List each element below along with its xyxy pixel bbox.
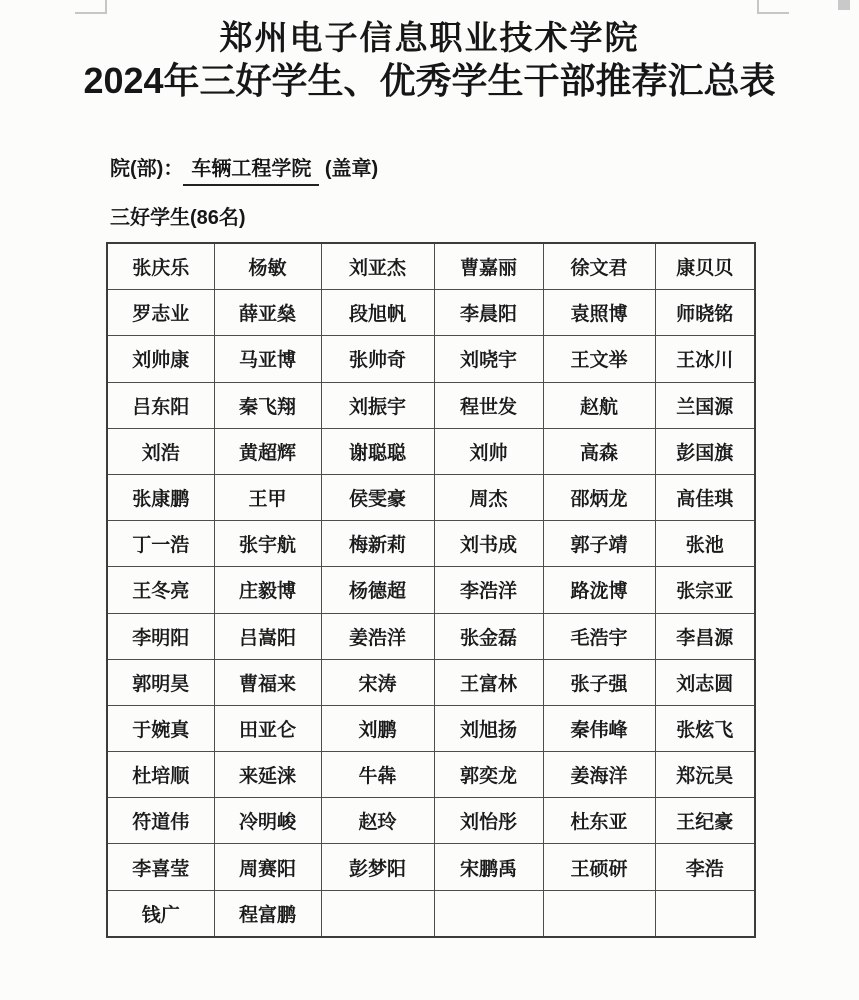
student-cell: 刘帅: [434, 428, 543, 474]
student-cell: 高森: [543, 428, 655, 474]
student-cell: 马亚博: [214, 336, 321, 382]
scan-artifact: [838, 0, 850, 10]
table-row: [107, 844, 755, 890]
student-cell: 杜培顺: [107, 752, 214, 798]
student-cell: 吕嵩阳: [214, 613, 321, 659]
student-cell: [434, 890, 543, 937]
student-cell: 王甲: [214, 474, 321, 520]
student-cell: 袁照博: [543, 290, 655, 336]
student-cell: 姜海洋: [543, 752, 655, 798]
student-cell: 赵玲: [321, 798, 434, 844]
student-cell: 钱广: [107, 890, 214, 937]
student-cell: 程世发: [434, 382, 543, 428]
student-cell: 张帅奇: [321, 336, 434, 382]
table-row: [107, 567, 755, 613]
section-heading: 三好学生(86名): [110, 207, 246, 229]
student-cell: 秦伟峰: [543, 705, 655, 751]
student-cell: 谢聪聪: [321, 428, 434, 474]
student-cell: 李浩: [655, 844, 755, 890]
student-cell: 王纪豪: [655, 798, 755, 844]
student-cell: 毛浩宇: [543, 613, 655, 659]
student-cell: 符道伟: [107, 798, 214, 844]
student-cell: 张宇航: [214, 521, 321, 567]
student-cell: 段旭帆: [321, 290, 434, 336]
student-cell: [655, 890, 755, 937]
table-row: [107, 705, 755, 751]
student-cell: 刘帅康: [107, 336, 214, 382]
student-cell: 张宗亚: [655, 567, 755, 613]
student-cell: 牛犇: [321, 752, 434, 798]
student-cell: 刘旭扬: [434, 705, 543, 751]
student-cell: 于婉真: [107, 705, 214, 751]
table-row: [107, 428, 755, 474]
student-cell: 刘振宇: [321, 382, 434, 428]
table-row: [107, 752, 755, 798]
student-cell: 王文举: [543, 336, 655, 382]
student-cell: 刘书成: [434, 521, 543, 567]
student-cell: 梅新莉: [321, 521, 434, 567]
table-row: [107, 243, 755, 290]
student-cell: 张庆乐: [107, 243, 214, 290]
student-cell: 黄超辉: [214, 428, 321, 474]
table-row: [107, 336, 755, 382]
table-row: [107, 659, 755, 705]
student-cell: 张炫飞: [655, 705, 755, 751]
student-cell: 彭国旗: [655, 428, 755, 474]
student-cell: 杨敏: [214, 243, 321, 290]
table-row: [107, 798, 755, 844]
student-cell: 侯雯豪: [321, 474, 434, 520]
student-cell: 李明阳: [107, 613, 214, 659]
student-cell: [321, 890, 434, 937]
student-cell: 康贝贝: [655, 243, 755, 290]
table-row: [107, 613, 755, 659]
page-corner-mark-left: [75, 0, 107, 14]
student-cell: 李浩洋: [434, 567, 543, 613]
student-cell: 王冬亮: [107, 567, 214, 613]
department-label: 院(部)：: [110, 158, 184, 180]
student-cell: 曹福来: [214, 659, 321, 705]
table-row: [107, 521, 755, 567]
student-cell: 郑沅昊: [655, 752, 755, 798]
student-cell: 李喜莹: [107, 844, 214, 890]
student-cell: 张池: [655, 521, 755, 567]
student-cell: 刘鹏: [321, 705, 434, 751]
student-cell: 秦飞翔: [214, 382, 321, 428]
student-cell: 张子强: [543, 659, 655, 705]
student-cell: 王冰川: [655, 336, 755, 382]
student-cell: 王硕研: [543, 844, 655, 890]
student-cell: 路泷博: [543, 567, 655, 613]
student-cell: 徐文君: [543, 243, 655, 290]
table-row: [107, 290, 755, 336]
student-cell: 宋涛: [321, 659, 434, 705]
department-name: 车辆工程学院: [183, 155, 319, 186]
student-cell: 郭子靖: [543, 521, 655, 567]
student-cell: 李昌源: [655, 613, 755, 659]
student-cell: 刘志圆: [655, 659, 755, 705]
student-cell: 杜东亚: [543, 798, 655, 844]
document-title-line1: 郑州电子信息职业技术学院: [219, 19, 640, 56]
student-cell: 庄毅博: [214, 567, 321, 613]
student-cell: 来延涞: [214, 752, 321, 798]
page-corner-mark-right: [757, 0, 789, 14]
student-cell: 程富鹏: [214, 890, 321, 937]
department-line: [110, 155, 378, 186]
student-cell: [543, 890, 655, 937]
students-table: [106, 242, 756, 938]
student-cell: 邵炳龙: [543, 474, 655, 520]
student-cell: 刘怡彤: [434, 798, 543, 844]
seal-note: (盖章): [324, 158, 379, 180]
student-cell: 丁一浩: [107, 521, 214, 567]
student-cell: 姜浩洋: [321, 613, 434, 659]
student-cell: 兰国源: [655, 382, 755, 428]
student-cell: 师晓铭: [655, 290, 755, 336]
student-cell: 王富林: [434, 659, 543, 705]
student-cell: 赵航: [543, 382, 655, 428]
student-cell: 刘亚杰: [321, 243, 434, 290]
student-cell: 杨德超: [321, 567, 434, 613]
student-cell: 彭梦阳: [321, 844, 434, 890]
student-cell: 郭明昊: [107, 659, 214, 705]
student-cell: 刘哓宇: [434, 336, 543, 382]
student-cell: 张金磊: [434, 613, 543, 659]
student-cell: 冷明峻: [214, 798, 321, 844]
student-cell: 张康鹏: [107, 474, 214, 520]
student-cell: 田亚仑: [214, 705, 321, 751]
student-cell: 刘浩: [107, 428, 214, 474]
student-cell: 周杰: [434, 474, 543, 520]
table-row: [107, 382, 755, 428]
table-row: [107, 890, 755, 937]
student-cell: 吕东阳: [107, 382, 214, 428]
student-cell: 高佳琪: [655, 474, 755, 520]
table-row: [107, 474, 755, 520]
student-cell: 周赛阳: [214, 844, 321, 890]
student-cell: 宋鹏禹: [434, 844, 543, 890]
student-cell: 曹嘉丽: [434, 243, 543, 290]
student-cell: 郭奕龙: [434, 752, 543, 798]
student-cell: 李晨阳: [434, 290, 543, 336]
document-title-line2: 2024年三好学生、优秀学生干部推荐汇总表: [83, 60, 776, 101]
student-cell: 薛亚燊: [214, 290, 321, 336]
student-cell: 罗志业: [107, 290, 214, 336]
